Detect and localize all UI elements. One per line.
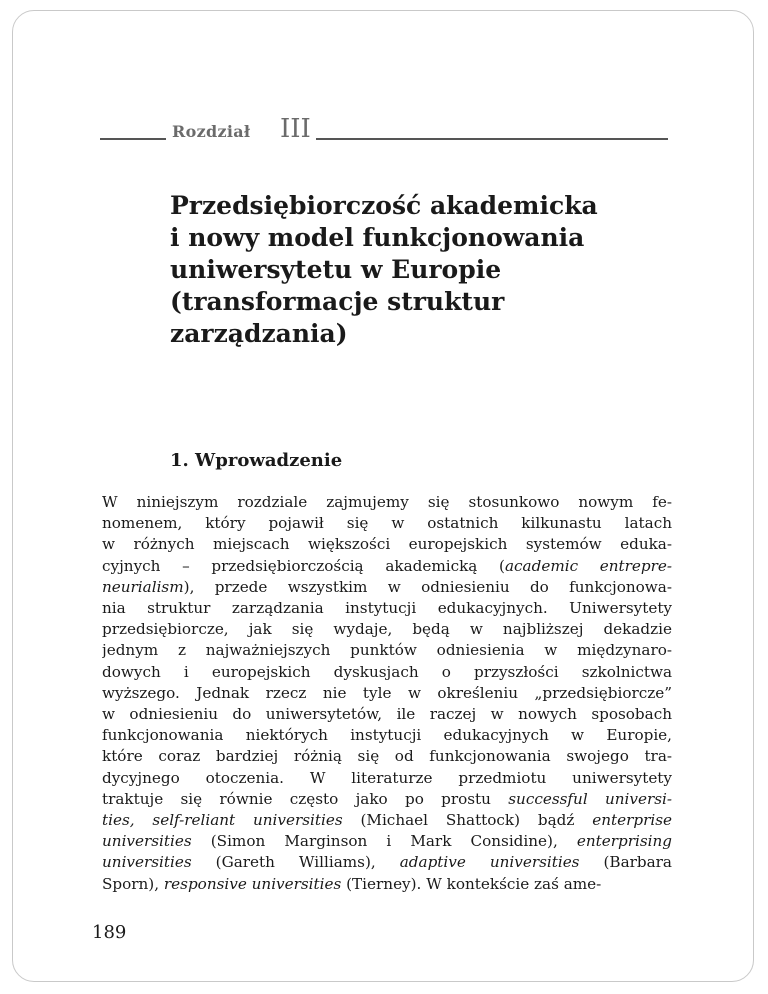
italic-term: successful universi- (508, 789, 672, 808)
text-run: (Michael Shattock) bądź (342, 811, 593, 830)
text-run: w różnych miejscach większości europejskich systemów eduka- (102, 535, 672, 554)
italic-term: academic entrepre- (505, 556, 672, 575)
chapter-header (100, 114, 668, 146)
body-line (102, 683, 672, 704)
text-run: W niniejszym rozdziale zajmujemy się stosunkowo nowym fe- (102, 493, 672, 511)
page-number: 189 (92, 922, 127, 943)
body-line (102, 831, 672, 852)
body-line (102, 513, 672, 534)
italic-term: universities (102, 832, 192, 851)
section-heading: 1. Wprowadzenie (170, 450, 343, 471)
text-run: w odniesieniu do uniwersytetów, ile raczej w nowych sposobach (102, 705, 672, 724)
title-line: zarządzania) (170, 319, 348, 348)
body-line (102, 534, 672, 555)
body-line (102, 619, 672, 640)
title-line: i nowy model funkcjonowania (170, 223, 585, 252)
text-run: (Simon Marginson i Mark Considine), (191, 832, 577, 851)
text-run: (Barbara (579, 853, 672, 872)
body-line (102, 577, 672, 598)
body-line (102, 768, 672, 789)
text-run: cyjnych – przedsiębiorczością akademicką ( (102, 556, 505, 575)
text-run: dycyjnego otoczenia. W literaturze przedmiotu uniwersytety (102, 768, 672, 787)
body-line (102, 810, 672, 831)
body-line (102, 556, 672, 577)
italic-term: responsive universities (163, 874, 342, 893)
body-line (102, 662, 672, 683)
title-line: Przedsiębiorczość akademicka (170, 191, 598, 220)
body-line (102, 492, 672, 513)
text-run: nia struktur zarządzania instytucji edukacyjnych. Uniwersytety (102, 599, 672, 618)
italic-term: neurialism (102, 577, 184, 596)
body-line (102, 874, 672, 895)
body-line (102, 640, 672, 661)
body-line (102, 789, 672, 810)
text-run: przedsiębiorcze, jak się wydaje, będą w najbliższej dekadzie (102, 620, 672, 639)
text-run: wyższego. Jednak rzecz nie tyle w określeniu „przedsiębiorcze” (102, 683, 672, 702)
chapter-label: Rozdział (172, 122, 251, 141)
body-line (102, 852, 672, 873)
italic-term: enterprise (592, 811, 672, 830)
chapter-number: III (280, 114, 311, 144)
italic-term: enterprising (576, 832, 672, 851)
text-run: które coraz bardziej różnią się od funkcjonowania swojego tra- (102, 747, 672, 766)
text-run: (Gareth Williams), (191, 853, 400, 872)
text-run: Sporn), (102, 874, 164, 893)
italic-term: universities (102, 853, 192, 872)
chapter-title (170, 190, 690, 350)
text-run: ), przede wszystkim w odniesieniu do funkcjonowa- (183, 577, 672, 596)
chapter-rule-right (316, 138, 668, 140)
italic-term: ties, self-reliant universities (102, 811, 343, 830)
text-run: funkcjonowania niektórych instytucji edukacyjnych w Europie, (102, 726, 672, 745)
text-run: nomenem, który pojawił się w ostatnich kilkunastu latach (102, 514, 672, 533)
chapter-rule-left (100, 138, 166, 140)
text-run: traktuje się równie często jako po prostu (102, 789, 509, 808)
text-run: jednym z najważniejszych punktów odniesienia w międzynaro- (102, 641, 672, 660)
body-line (102, 598, 672, 619)
italic-term: adaptive universities (399, 853, 580, 872)
body-line (102, 725, 672, 746)
text-run: dowych i europejskich dyskusjach o przyszłości szkolnictwa (102, 662, 672, 681)
text-run: (Tierney). W kontekście zaś ame- (341, 874, 602, 893)
body-line (102, 704, 672, 725)
title-line: (transformacje struktur (170, 287, 505, 316)
title-line: uniwersytetu w Europie (170, 255, 502, 284)
body-line (102, 746, 672, 767)
body-paragraph (102, 492, 672, 895)
